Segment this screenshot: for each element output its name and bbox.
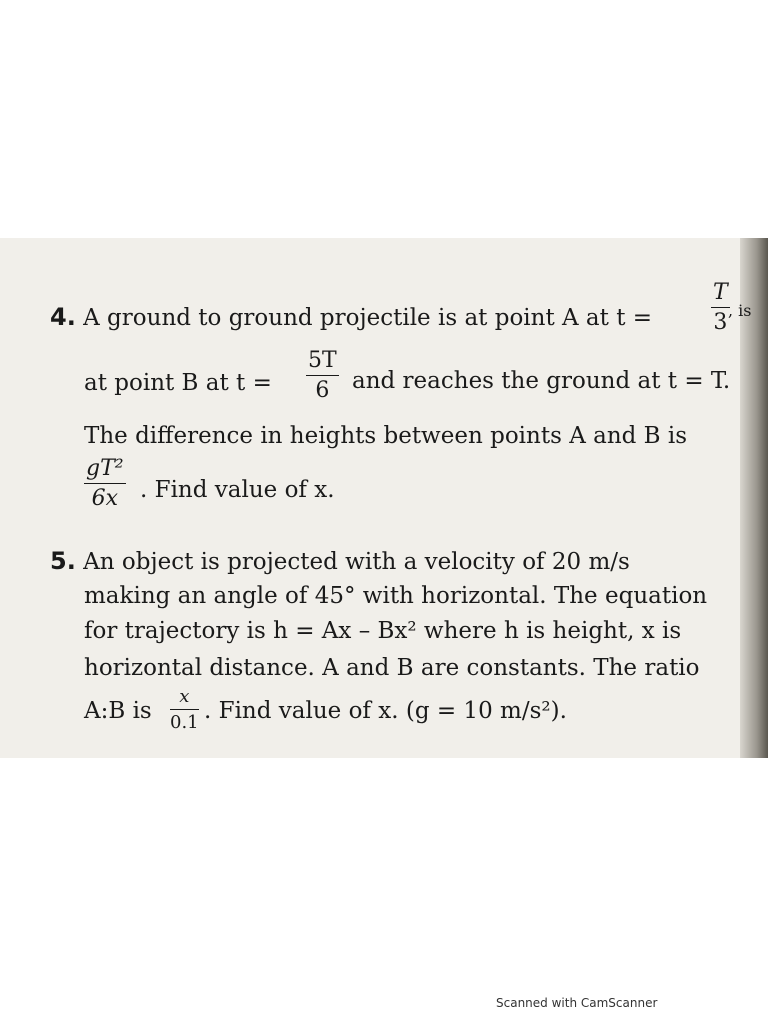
q5-frac-num: x bbox=[170, 688, 199, 710]
q5-line-1 bbox=[50, 549, 630, 574]
q4-fraction-1 bbox=[711, 282, 730, 334]
q4-text-1: A ground to ground projectile is at point A at t = bbox=[83, 305, 653, 331]
q4-text-2a: at point B at t = bbox=[84, 370, 272, 396]
q5-text-1: An object is projected with a velocity of 20 m/s bbox=[83, 549, 630, 575]
q4-frac1-den: 3 bbox=[713, 310, 728, 335]
q5-text-5a: A:B is bbox=[84, 698, 152, 724]
q4-line-1-tail: , is bbox=[728, 301, 752, 320]
q5-text-5b: . Find value of x. (g = 10 m/s²). bbox=[204, 698, 567, 724]
q4-fraction-3 bbox=[84, 458, 126, 510]
q4-frac2-den: 6 bbox=[315, 378, 330, 403]
q4-frac3-den: 6x bbox=[91, 486, 118, 511]
camscanner-label: Scanned with CamScanner bbox=[496, 996, 658, 1010]
q4-line-1 bbox=[50, 305, 652, 330]
q4-text-2b: and reaches the ground at t = T. bbox=[352, 368, 731, 394]
q4-frac2-num: 5T bbox=[306, 350, 339, 376]
q4-text-4: . Find value of x. bbox=[140, 477, 335, 503]
q5-number: 5. bbox=[50, 547, 76, 575]
q5-text-4: horizontal distance. A and B are constants. The ratio bbox=[84, 655, 700, 681]
q4-frac3-num: gT² bbox=[84, 458, 126, 484]
q5-frac-den: 0.1 bbox=[170, 712, 199, 733]
q4-text-3: The difference in heights between points A and B is bbox=[84, 423, 688, 449]
q5-text-2: making an angle of 45° with horizontal. The equation bbox=[84, 583, 708, 609]
q4-fraction-2 bbox=[306, 350, 339, 402]
q5-text-3: for trajectory is h = Ax – Bx² where h is height, x is bbox=[84, 618, 682, 644]
q4-number: 4. bbox=[50, 303, 76, 331]
q5-fraction bbox=[170, 688, 199, 732]
q4-frac1-num: T bbox=[711, 282, 730, 308]
